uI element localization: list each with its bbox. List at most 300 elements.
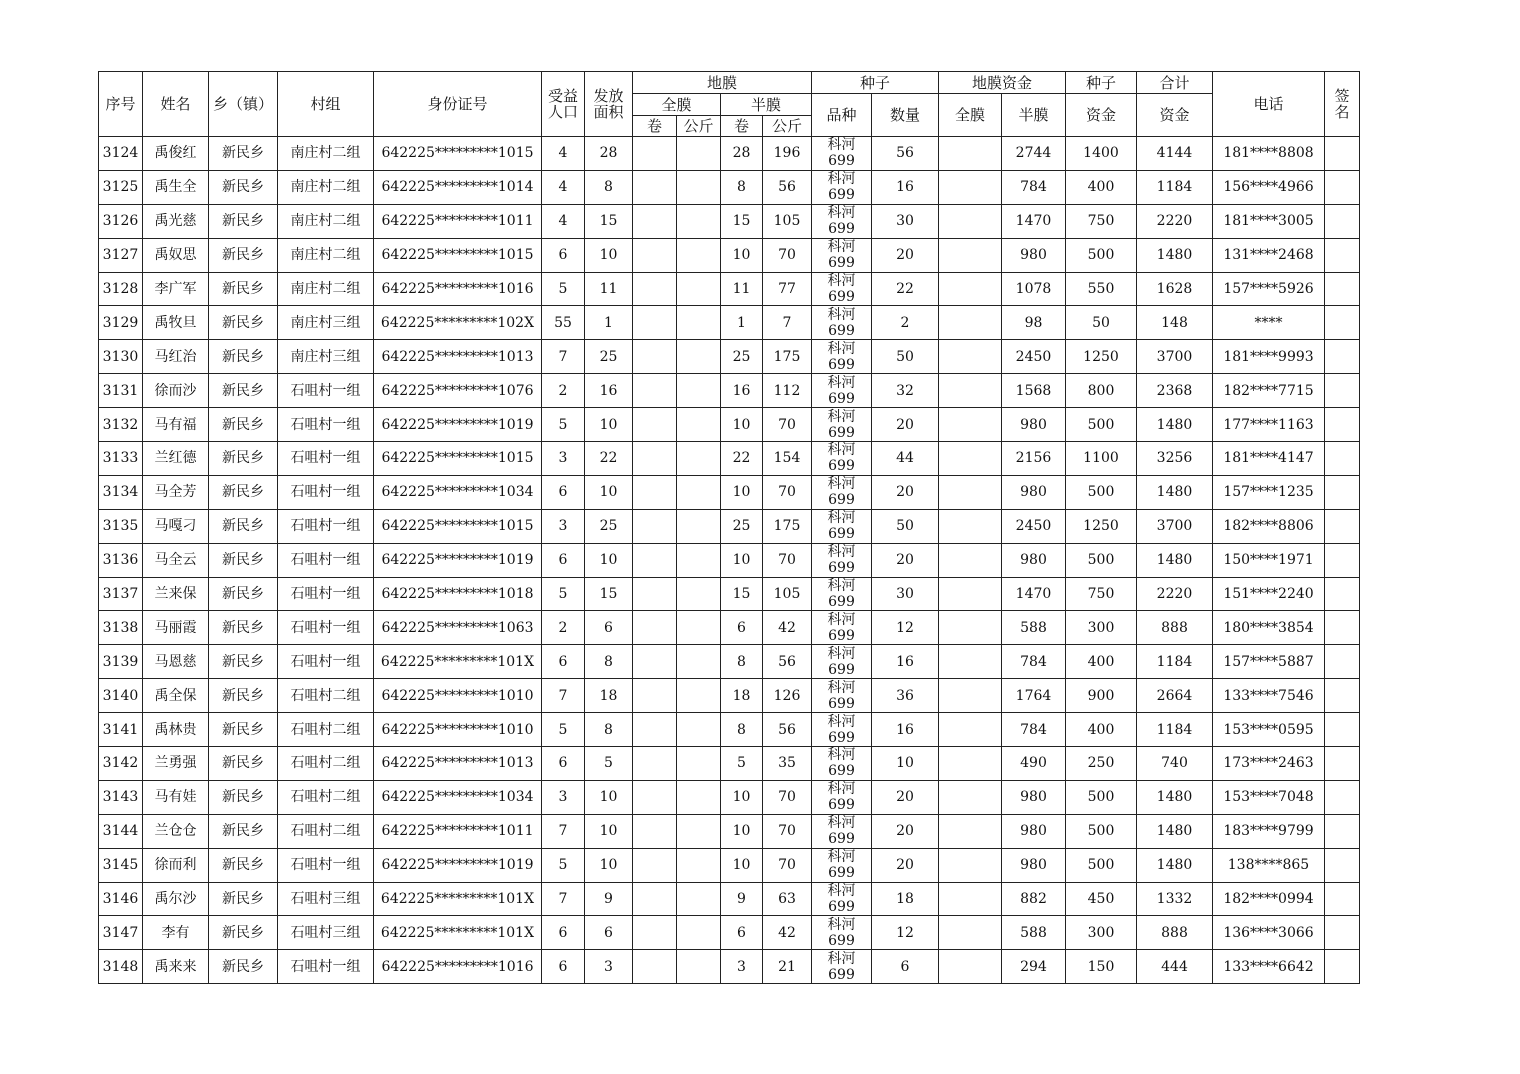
cell-area: 28 xyxy=(585,137,633,171)
cell-people: 6 xyxy=(542,747,585,781)
cell-full-kg xyxy=(677,848,721,882)
cell-area: 10 xyxy=(585,780,633,814)
cell-half-kg: 70 xyxy=(763,475,812,509)
table-row xyxy=(99,374,1360,408)
cell-seq: 3133 xyxy=(99,442,143,476)
cell-fund-full xyxy=(939,204,1002,238)
cell-seq: 3131 xyxy=(99,374,143,408)
cell-fund-full xyxy=(939,882,1002,916)
cell-qty: 16 xyxy=(872,170,939,204)
cell-seed-fund: 1400 xyxy=(1066,137,1137,171)
cell-seq: 3144 xyxy=(99,814,143,848)
cell-township: 新民乡 xyxy=(209,882,278,916)
cell-area: 25 xyxy=(585,509,633,543)
cell-seq: 3130 xyxy=(99,340,143,374)
table-row xyxy=(99,713,1360,747)
cell-seed-fund: 750 xyxy=(1066,577,1137,611)
cell-id: 642225*********1019 xyxy=(374,848,542,882)
cell-area: 10 xyxy=(585,814,633,848)
cell-half-kg: 63 xyxy=(763,882,812,916)
cell-full-kg xyxy=(677,238,721,272)
cell-full-roll xyxy=(633,611,677,645)
cell-fund-half: 980 xyxy=(1002,780,1066,814)
cell-qty: 10 xyxy=(872,747,939,781)
cell-phone: 181****4147 xyxy=(1213,442,1325,476)
cell-people: 3 xyxy=(542,780,585,814)
cell-full-roll xyxy=(633,780,677,814)
cell-township: 新民乡 xyxy=(209,950,278,984)
cell-village: 石咀村二组 xyxy=(278,747,374,781)
cell-name: 兰来保 xyxy=(143,577,209,611)
cell-seed-fund: 800 xyxy=(1066,374,1137,408)
cell-fund-full xyxy=(939,747,1002,781)
cell-fund-full xyxy=(939,272,1002,306)
cell-name: 禹全保 xyxy=(143,679,209,713)
cell-phone: 157****5887 xyxy=(1213,645,1325,679)
cell-fund-full xyxy=(939,950,1002,984)
cell-full-roll xyxy=(633,204,677,238)
cell-township: 新民乡 xyxy=(209,306,278,340)
cell-seed-fund: 500 xyxy=(1066,238,1137,272)
cell-qty: 20 xyxy=(872,814,939,848)
cell-total: 2664 xyxy=(1137,679,1213,713)
cell-phone: 180****3854 xyxy=(1213,611,1325,645)
cell-sign xyxy=(1325,137,1360,171)
cell-full-roll xyxy=(633,306,677,340)
header-full-film: 全膜 xyxy=(633,94,721,116)
cell-full-roll xyxy=(633,238,677,272)
cell-fund-full xyxy=(939,509,1002,543)
cell-qty: 56 xyxy=(872,137,939,171)
header-seed-fund-top: 种子 xyxy=(1066,72,1137,94)
cell-area: 15 xyxy=(585,204,633,238)
cell-total: 148 xyxy=(1137,306,1213,340)
cell-fund-full xyxy=(939,780,1002,814)
cell-fund-half: 1078 xyxy=(1002,272,1066,306)
cell-total: 1184 xyxy=(1137,645,1213,679)
header-total-top: 合计 xyxy=(1137,72,1213,94)
cell-half-roll: 8 xyxy=(721,170,763,204)
header-seed-fund: 资金 xyxy=(1066,94,1137,137)
cell-village: 石咀村二组 xyxy=(278,713,374,747)
cell-sign xyxy=(1325,238,1360,272)
cell-half-roll: 5 xyxy=(721,747,763,781)
cell-variety: 科河 699 xyxy=(812,272,872,306)
cell-name: 禹奴思 xyxy=(143,238,209,272)
cell-area: 25 xyxy=(585,340,633,374)
cell-seq: 3132 xyxy=(99,408,143,442)
header-seed: 种子 xyxy=(812,72,939,94)
cell-seed-fund: 500 xyxy=(1066,814,1137,848)
cell-name: 兰红德 xyxy=(143,442,209,476)
cell-phone: 177****1163 xyxy=(1213,408,1325,442)
cell-township: 新民乡 xyxy=(209,374,278,408)
cell-phone: 151****2240 xyxy=(1213,577,1325,611)
cell-seq: 3143 xyxy=(99,780,143,814)
cell-village: 石咀村二组 xyxy=(278,679,374,713)
cell-variety: 科河 699 xyxy=(812,238,872,272)
cell-seq: 3140 xyxy=(99,679,143,713)
cell-qty: 32 xyxy=(872,374,939,408)
cell-qty: 20 xyxy=(872,475,939,509)
cell-sign xyxy=(1325,408,1360,442)
cell-village: 南庄村二组 xyxy=(278,137,374,171)
cell-full-roll xyxy=(633,408,677,442)
cell-fund-half: 784 xyxy=(1002,645,1066,679)
cell-phone: 181****3005 xyxy=(1213,204,1325,238)
cell-township: 新民乡 xyxy=(209,577,278,611)
cell-village: 石咀村一组 xyxy=(278,509,374,543)
cell-township: 新民乡 xyxy=(209,272,278,306)
cell-id: 642225*********1034 xyxy=(374,780,542,814)
cell-fund-full xyxy=(939,442,1002,476)
cell-total: 1184 xyxy=(1137,170,1213,204)
header-half-roll: 卷 xyxy=(721,116,763,137)
cell-full-roll xyxy=(633,543,677,577)
cell-variety: 科河 699 xyxy=(812,814,872,848)
table-row xyxy=(99,204,1360,238)
cell-full-kg xyxy=(677,679,721,713)
cell-total: 1480 xyxy=(1137,848,1213,882)
table-row xyxy=(99,916,1360,950)
cell-seed-fund: 500 xyxy=(1066,780,1137,814)
cell-full-kg xyxy=(677,306,721,340)
cell-half-roll: 8 xyxy=(721,713,763,747)
cell-people: 3 xyxy=(542,442,585,476)
cell-full-roll xyxy=(633,848,677,882)
cell-seed-fund: 150 xyxy=(1066,950,1137,984)
cell-village: 南庄村三组 xyxy=(278,340,374,374)
cell-seq: 3134 xyxy=(99,475,143,509)
cell-fund-half: 980 xyxy=(1002,238,1066,272)
cell-qty: 20 xyxy=(872,238,939,272)
cell-seq: 3141 xyxy=(99,713,143,747)
table-row xyxy=(99,814,1360,848)
cell-area: 1 xyxy=(585,306,633,340)
cell-fund-half: 980 xyxy=(1002,814,1066,848)
table-row xyxy=(99,747,1360,781)
cell-half-kg: 7 xyxy=(763,306,812,340)
cell-total: 888 xyxy=(1137,611,1213,645)
cell-people: 6 xyxy=(542,238,585,272)
cell-people: 6 xyxy=(542,950,585,984)
cell-half-kg: 126 xyxy=(763,679,812,713)
cell-sign xyxy=(1325,882,1360,916)
cell-village: 南庄村二组 xyxy=(278,238,374,272)
cell-half-roll: 10 xyxy=(721,475,763,509)
table-row xyxy=(99,611,1360,645)
header-fund-full: 全膜 xyxy=(939,94,1002,137)
cell-total: 3700 xyxy=(1137,340,1213,374)
cell-half-roll: 10 xyxy=(721,848,763,882)
header-beneficiaries: 受益 人口 xyxy=(542,72,585,137)
cell-id: 642225*********1015 xyxy=(374,509,542,543)
cell-full-kg xyxy=(677,780,721,814)
cell-sign xyxy=(1325,340,1360,374)
cell-seed-fund: 400 xyxy=(1066,170,1137,204)
cell-fund-full xyxy=(939,408,1002,442)
cell-people: 5 xyxy=(542,713,585,747)
cell-name: 李有 xyxy=(143,916,209,950)
cell-fund-full xyxy=(939,814,1002,848)
cell-village: 石咀村三组 xyxy=(278,882,374,916)
cell-half-kg: 21 xyxy=(763,950,812,984)
cell-half-roll: 10 xyxy=(721,780,763,814)
cell-sign xyxy=(1325,679,1360,713)
cell-village: 石咀村一组 xyxy=(278,577,374,611)
cell-qty: 30 xyxy=(872,577,939,611)
cell-name: 徐而利 xyxy=(143,848,209,882)
cell-half-roll: 6 xyxy=(721,916,763,950)
cell-township: 新民乡 xyxy=(209,848,278,882)
cell-village: 石咀村三组 xyxy=(278,916,374,950)
cell-total: 740 xyxy=(1137,747,1213,781)
cell-half-roll: 10 xyxy=(721,238,763,272)
table-row xyxy=(99,645,1360,679)
cell-seed-fund: 450 xyxy=(1066,882,1137,916)
cell-name: 禹生全 xyxy=(143,170,209,204)
cell-phone: 150****1971 xyxy=(1213,543,1325,577)
cell-area: 8 xyxy=(585,713,633,747)
cell-fund-half: 490 xyxy=(1002,747,1066,781)
header-full-roll: 卷 xyxy=(633,116,677,137)
cell-total: 1480 xyxy=(1137,814,1213,848)
cell-full-roll xyxy=(633,475,677,509)
cell-seed-fund: 400 xyxy=(1066,713,1137,747)
cell-fund-half: 2450 xyxy=(1002,340,1066,374)
cell-seq: 3147 xyxy=(99,916,143,950)
cell-name: 禹光慈 xyxy=(143,204,209,238)
cell-seq: 3126 xyxy=(99,204,143,238)
cell-township: 新民乡 xyxy=(209,679,278,713)
cell-phone: 131****2468 xyxy=(1213,238,1325,272)
cell-area: 3 xyxy=(585,950,633,984)
cell-village: 石咀村一组 xyxy=(278,374,374,408)
cell-village: 南庄村二组 xyxy=(278,170,374,204)
cell-total: 1480 xyxy=(1137,408,1213,442)
cell-phone: 133****7546 xyxy=(1213,679,1325,713)
cell-area: 5 xyxy=(585,747,633,781)
cell-seed-fund: 50 xyxy=(1066,306,1137,340)
cell-fund-full xyxy=(939,170,1002,204)
cell-full-roll xyxy=(633,577,677,611)
cell-half-kg: 175 xyxy=(763,340,812,374)
cell-id: 642225*********1016 xyxy=(374,272,542,306)
cell-total: 444 xyxy=(1137,950,1213,984)
cell-qty: 44 xyxy=(872,442,939,476)
cell-half-kg: 70 xyxy=(763,408,812,442)
cell-full-kg xyxy=(677,137,721,171)
table-row xyxy=(99,137,1360,171)
cell-area: 8 xyxy=(585,170,633,204)
cell-phone: 157****5926 xyxy=(1213,272,1325,306)
cell-total: 3256 xyxy=(1137,442,1213,476)
cell-full-roll xyxy=(633,509,677,543)
cell-phone: 181****9993 xyxy=(1213,340,1325,374)
cell-seq: 3145 xyxy=(99,848,143,882)
cell-qty: 22 xyxy=(872,272,939,306)
cell-people: 5 xyxy=(542,408,585,442)
cell-seq: 3137 xyxy=(99,577,143,611)
cell-total: 2368 xyxy=(1137,374,1213,408)
cell-village: 石咀村一组 xyxy=(278,408,374,442)
cell-village: 南庄村三组 xyxy=(278,306,374,340)
cell-sign xyxy=(1325,170,1360,204)
cell-seed-fund: 900 xyxy=(1066,679,1137,713)
cell-seq: 3135 xyxy=(99,509,143,543)
cell-full-kg xyxy=(677,509,721,543)
cell-variety: 科河 699 xyxy=(812,509,872,543)
header-sign: 签 名 xyxy=(1325,72,1360,137)
cell-name: 马有福 xyxy=(143,408,209,442)
cell-area: 15 xyxy=(585,577,633,611)
table-row xyxy=(99,475,1360,509)
cell-phone: 173****2463 xyxy=(1213,747,1325,781)
cell-fund-half: 1470 xyxy=(1002,577,1066,611)
cell-full-roll xyxy=(633,340,677,374)
cell-full-kg xyxy=(677,204,721,238)
cell-total: 1628 xyxy=(1137,272,1213,306)
cell-half-roll: 6 xyxy=(721,611,763,645)
cell-phone: 138****865 xyxy=(1213,848,1325,882)
cell-half-roll: 3 xyxy=(721,950,763,984)
table-row xyxy=(99,238,1360,272)
cell-fund-full xyxy=(939,611,1002,645)
cell-total: 2220 xyxy=(1137,204,1213,238)
cell-full-roll xyxy=(633,916,677,950)
cell-full-kg xyxy=(677,442,721,476)
cell-full-kg xyxy=(677,475,721,509)
header-area: 发放 面积 xyxy=(585,72,633,137)
cell-id: 642225*********101X xyxy=(374,882,542,916)
cell-township: 新民乡 xyxy=(209,170,278,204)
cell-full-roll xyxy=(633,645,677,679)
cell-people: 7 xyxy=(542,882,585,916)
cell-full-kg xyxy=(677,611,721,645)
cell-people: 55 xyxy=(542,306,585,340)
cell-seed-fund: 550 xyxy=(1066,272,1137,306)
cell-sign xyxy=(1325,272,1360,306)
cell-total: 1480 xyxy=(1137,475,1213,509)
cell-fund-half: 784 xyxy=(1002,170,1066,204)
cell-half-roll: 10 xyxy=(721,408,763,442)
cell-township: 新民乡 xyxy=(209,713,278,747)
cell-name: 禹来来 xyxy=(143,950,209,984)
cell-people: 7 xyxy=(542,340,585,374)
cell-fund-half: 980 xyxy=(1002,408,1066,442)
cell-fund-full xyxy=(939,238,1002,272)
cell-full-kg xyxy=(677,408,721,442)
cell-full-roll xyxy=(633,374,677,408)
cell-people: 4 xyxy=(542,204,585,238)
cell-full-kg xyxy=(677,577,721,611)
cell-township: 新民乡 xyxy=(209,543,278,577)
header-id: 身份证号 xyxy=(374,72,542,137)
cell-id: 642225*********1010 xyxy=(374,713,542,747)
cell-fund-full xyxy=(939,916,1002,950)
table-row xyxy=(99,950,1360,984)
cell-id: 642225*********1011 xyxy=(374,204,542,238)
header-film-fund: 地膜资金 xyxy=(939,72,1066,94)
cell-fund-full xyxy=(939,848,1002,882)
cell-variety: 科河 699 xyxy=(812,340,872,374)
cell-id: 642225*********1034 xyxy=(374,475,542,509)
cell-phone: 182****0994 xyxy=(1213,882,1325,916)
header-total: 资金 xyxy=(1137,94,1213,137)
cell-phone: 156****4966 xyxy=(1213,170,1325,204)
cell-seq: 3136 xyxy=(99,543,143,577)
table-row xyxy=(99,577,1360,611)
cell-seq: 3127 xyxy=(99,238,143,272)
cell-qty: 16 xyxy=(872,713,939,747)
cell-id: 642225*********1013 xyxy=(374,747,542,781)
cell-fund-full xyxy=(939,340,1002,374)
cell-qty: 18 xyxy=(872,882,939,916)
cell-township: 新民乡 xyxy=(209,645,278,679)
cell-qty: 6 xyxy=(872,950,939,984)
cell-people: 2 xyxy=(542,611,585,645)
cell-fund-full xyxy=(939,713,1002,747)
cell-half-roll: 18 xyxy=(721,679,763,713)
cell-id: 642225*********1019 xyxy=(374,408,542,442)
cell-variety: 科河 699 xyxy=(812,475,872,509)
cell-half-kg: 70 xyxy=(763,543,812,577)
cell-village: 石咀村一组 xyxy=(278,543,374,577)
cell-half-kg: 77 xyxy=(763,272,812,306)
cell-sign xyxy=(1325,475,1360,509)
cell-id: 642225*********1019 xyxy=(374,543,542,577)
cell-sign xyxy=(1325,747,1360,781)
cell-id: 642225*********1018 xyxy=(374,577,542,611)
cell-people: 6 xyxy=(542,543,585,577)
cell-seed-fund: 1250 xyxy=(1066,509,1137,543)
cell-total: 4144 xyxy=(1137,137,1213,171)
cell-half-roll: 25 xyxy=(721,509,763,543)
cell-name: 马有娃 xyxy=(143,780,209,814)
cell-half-kg: 175 xyxy=(763,509,812,543)
cell-township: 新民乡 xyxy=(209,814,278,848)
cell-sign xyxy=(1325,374,1360,408)
cell-name: 兰勇强 xyxy=(143,747,209,781)
cell-people: 4 xyxy=(542,137,585,171)
cell-area: 18 xyxy=(585,679,633,713)
cell-variety: 科河 699 xyxy=(812,747,872,781)
cell-name: 禹牧旦 xyxy=(143,306,209,340)
cell-sign xyxy=(1325,611,1360,645)
cell-variety: 科河 699 xyxy=(812,577,872,611)
cell-area: 11 xyxy=(585,272,633,306)
cell-sign xyxy=(1325,204,1360,238)
cell-township: 新民乡 xyxy=(209,611,278,645)
cell-seed-fund: 400 xyxy=(1066,645,1137,679)
cell-qty: 20 xyxy=(872,848,939,882)
cell-variety: 科河 699 xyxy=(812,408,872,442)
cell-id: 642225*********1013 xyxy=(374,340,542,374)
cell-area: 9 xyxy=(585,882,633,916)
header-variety: 品种 xyxy=(812,94,872,137)
cell-seed-fund: 300 xyxy=(1066,611,1137,645)
cell-qty: 36 xyxy=(872,679,939,713)
table-row xyxy=(99,272,1360,306)
cell-qty: 30 xyxy=(872,204,939,238)
cell-variety: 科河 699 xyxy=(812,543,872,577)
cell-area: 22 xyxy=(585,442,633,476)
cell-qty: 20 xyxy=(872,780,939,814)
cell-name: 禹尔沙 xyxy=(143,882,209,916)
cell-full-kg xyxy=(677,747,721,781)
cell-total: 1480 xyxy=(1137,543,1213,577)
cell-full-roll xyxy=(633,170,677,204)
